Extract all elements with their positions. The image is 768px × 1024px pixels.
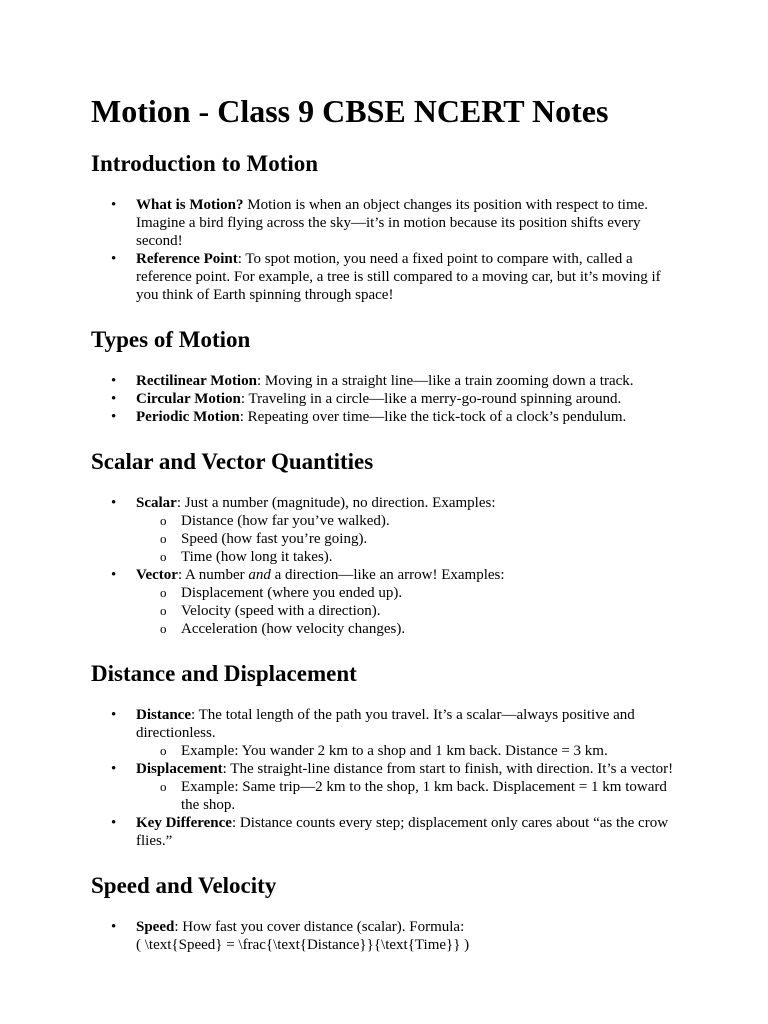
item-text: : The straight-line distance from start to finish, with direction. It’s a vector! (222, 761, 674, 777)
term-label: Key Difference (136, 815, 232, 831)
heading-speed-velocity: Speed and Velocity (91, 873, 277, 898)
item-text: : How fast you cover distance (scalar). Formula: (174, 919, 465, 935)
item-text: : The total length of the path you travel. It’s a scalar—always positive and directionless. (136, 707, 635, 741)
item-text: a direction—like an arrow! Examples: (270, 567, 505, 583)
scalar-examples-list (136, 512, 681, 566)
term-label: Distance (136, 707, 191, 723)
list-item-reference-point (91, 250, 681, 304)
list-item-distance (91, 706, 681, 760)
item-text: : A number (177, 567, 249, 583)
list-item-circular (91, 390, 681, 408)
item-text: : Distance counts every step; displacement only cares about “as the crow flies.” (136, 815, 669, 849)
speed-formula: ( \text{Speed} = \frac{\text{Distance}}{\text{Time}} ) (136, 937, 470, 953)
vector-examples-list (136, 584, 681, 638)
distance-examples-list (136, 742, 681, 760)
list-item-scalar (91, 494, 681, 566)
list-item-what-is-motion (91, 196, 681, 250)
item-text: : To spot motion, you need a fixed point to compare with, called a reference point. For example, a tree is still compared to a moving car, but it’s moving if you think of Earth spinning through space! (136, 251, 661, 303)
term-label: Rectilinear Motion (136, 373, 257, 389)
displacement-examples-list (136, 778, 681, 814)
term-label: Displacement (136, 761, 223, 777)
term-label: Scalar (136, 495, 177, 511)
types-list (91, 372, 681, 426)
term-label: Circular Motion (136, 391, 241, 407)
heading-types-of-motion: Types of Motion (91, 327, 251, 352)
document-page (91, 92, 681, 976)
speed-velocity-list (91, 918, 681, 954)
scalar-vector-list (91, 494, 681, 638)
sub-list-item: o Velocity (speed with a direction). (136, 602, 681, 620)
sub-list-item: o Distance (how far you’ve walked). (136, 512, 681, 530)
page-title: Motion - Class 9 CBSE NCERT Notes (91, 93, 609, 129)
term-label: Periodic Motion (136, 409, 240, 425)
heading-scalar-vector: Scalar and Vector Quantities (91, 449, 374, 474)
sub-list-item: o Example: Same trip—2 km to the shop, 1 km back. Displacement = 1 km toward the shop. (136, 778, 681, 814)
list-item-periodic (91, 408, 681, 426)
heading-introduction: Introduction to Motion (91, 151, 319, 176)
list-item-key-difference (91, 814, 681, 850)
sub-list-item: o Time (how long it takes). (136, 548, 681, 566)
term-label: Reference Point (136, 251, 238, 267)
item-text: Motion is when an object changes its position with respect to time. Imagine a bird flying across the sky—it’s in motion because its position shifts every second! (136, 197, 649, 249)
heading-distance-displacement: Distance and Displacement (91, 661, 357, 686)
sub-list-item: o Example: You wander 2 km to a shop and 1 km back. Distance = 3 km. (136, 742, 681, 760)
item-text: : Just a number (magnitude), no direction. Examples: (176, 495, 496, 511)
sub-list-item: o Displacement (where you ended up). (136, 584, 681, 602)
sub-list-item: o Speed (how fast you’re going). (136, 530, 681, 548)
list-item-vector (91, 566, 681, 638)
intro-list (91, 196, 681, 304)
list-item-rectilinear (91, 372, 681, 390)
term-label: What is Motion? (136, 197, 244, 213)
item-text: : Moving in a straight line—like a train zooming down a track. (256, 373, 634, 389)
list-item-displacement (91, 760, 681, 814)
list-item-speed (91, 918, 681, 954)
item-text: : Traveling in a circle—like a merry-go-round spinning around. (240, 391, 622, 407)
term-label: Vector (136, 567, 178, 583)
item-text: : Repeating over time—like the tick-tock of a clock’s pendulum. (239, 409, 627, 425)
term-label: Speed (136, 919, 175, 935)
emphasis-text: and (248, 567, 271, 583)
distance-displacement-list (91, 706, 681, 850)
sub-list-item: o Acceleration (how velocity changes). (136, 620, 681, 638)
